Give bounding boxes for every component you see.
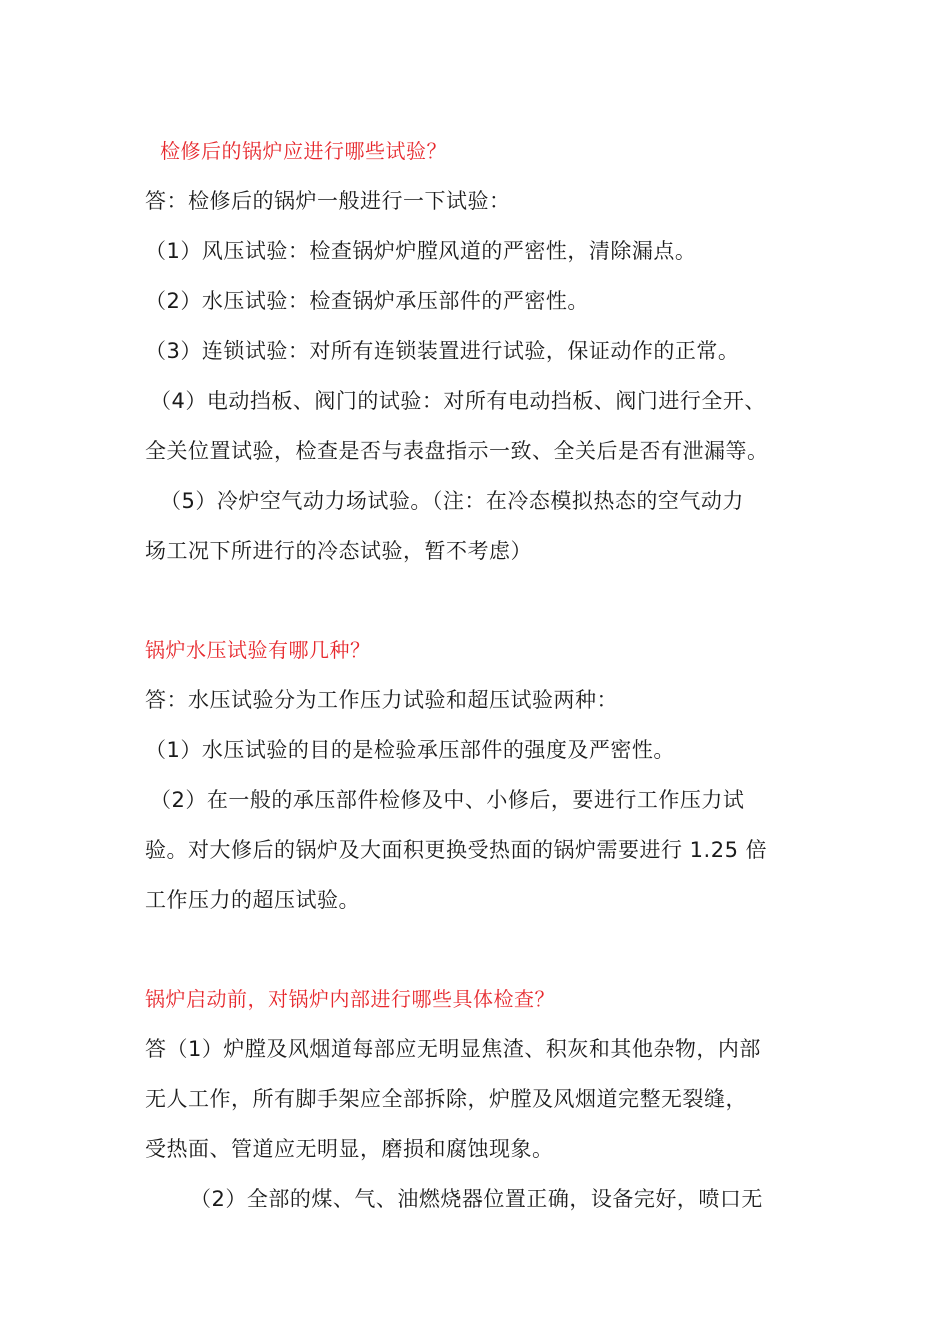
- section-3-answer-line-3: 受热面、管道应无明显，磨损和腐蚀现象。: [145, 1137, 554, 1161]
- section-1-answer-line-8: 场工况下所进行的冷态试验，暂不考虑）: [145, 539, 532, 563]
- section-1-question: 检修后的锅炉应进行哪些试验？: [160, 139, 447, 163]
- section-3-answer-line-4: （2）全部的煤、气、油燃烧器位置正确，设备完好，喷口无: [190, 1187, 763, 1211]
- section-3-answer-line-1: 答（1）炉膛及风烟道每部应无明显焦渣、积灰和其他杂物，内部: [145, 1037, 761, 1061]
- section-1-answer-line-4: （3）连锁试验：对所有连锁装置进行试验，保证动作的正常。: [145, 339, 740, 363]
- section-2-answer-line-2: （1）水压试验的目的是检验承压部件的强度及严密性。: [145, 738, 675, 762]
- section-2-answer-line-1: 答：水压试验分为工作压力试验和超压试验两种：: [145, 688, 618, 712]
- section-1-answer-line-5: （4）电动挡板、阀门的试验：对所有电动挡板、阀门进行全开、: [150, 389, 766, 413]
- section-1-answer-line-7: （5）冷炉空气动力场试验。（注：在冷态模拟热态的空气动力: [160, 489, 744, 513]
- section-2-answer-line-5: 工作压力的超压试验。: [145, 888, 360, 912]
- section-3-answer-line-2: 无人工作，所有脚手架应全部拆除，炉膛及风烟道完整无裂缝，: [145, 1087, 747, 1111]
- section-1-answer-line-1: 答：检修后的锅炉一般进行一下试验：: [145, 189, 511, 213]
- section-2-question: 锅炉水压试验有哪几种？: [145, 638, 371, 662]
- section-2-answer-line-4: 验。对大修后的锅炉及大面积更换受热面的锅炉需要进行 1.25 倍: [145, 838, 768, 862]
- section-3-question: 锅炉启动前，对锅炉内部进行哪些具体检查？: [145, 987, 555, 1011]
- section-1-answer-line-2: （1）风压试验：检查锅炉炉膛风道的严密性，清除漏点。: [145, 239, 697, 263]
- section-2-answer-line-3: （2）在一般的承压部件检修及中、小修后，要进行工作压力试: [150, 788, 745, 812]
- section-1-answer-line-3: （2）水压试验：检查锅炉承压部件的严密性。: [145, 289, 589, 313]
- section-1-answer-line-6: 全关位置试验，检查是否与表盘指示一致、全关后是否有泄漏等。: [145, 439, 769, 463]
